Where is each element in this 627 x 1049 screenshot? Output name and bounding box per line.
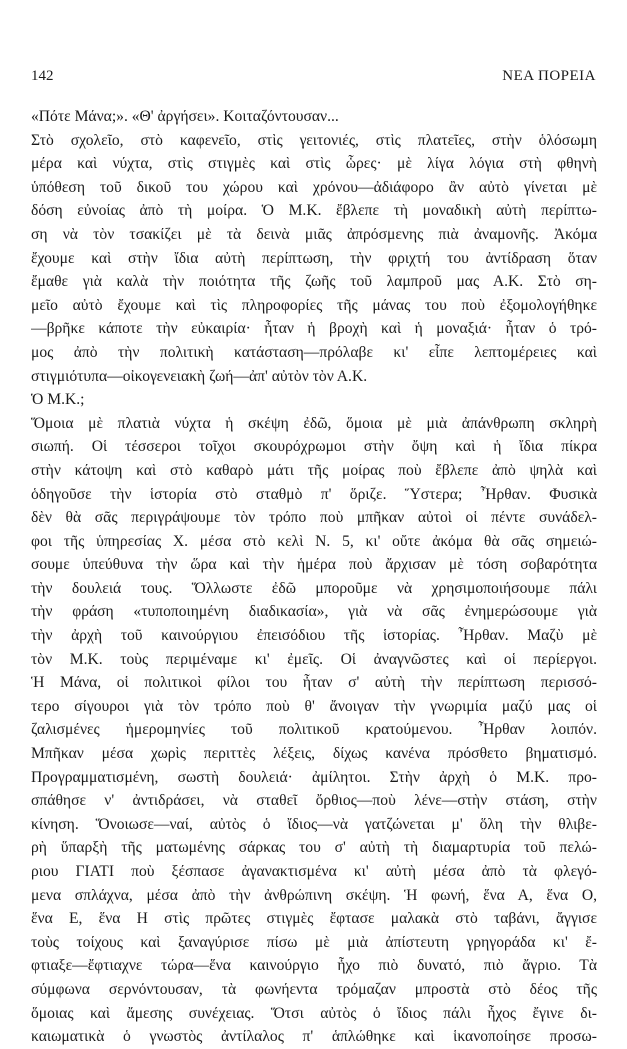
text-line: σουμε ὑπεύθυνα τὴν ὥρα καὶ τὴν ἡμέρα ποὺ ἄρχισαν μὲ τόση σοβαρότητα [31, 556, 597, 574]
text-line: σπάθησε ν' ἀντιδράσει, νὰ σταθεῖ ὄρθιος—ποὺ λένε—στὴν στάση, στὴν [31, 792, 597, 810]
text-line: μεῖο αὐτὸ ἔχουμε καὶ τὶς πληροφορίες τῆς μάνας του ποὺ ἐξομολογήθηκε [31, 296, 597, 314]
text-line: μενα σπλάχνα, μέσα ἀπὸ τὴν ἀνθρώπινη σκέψη. Ἡ φωνή, ἕνα Α, ἕνα Ο, [31, 886, 597, 904]
text-line: Στὸ σχολεῖο, στὸ καφενεῖο, στὶς γειτονιές, στὶς πλατεῖες, στὴν ὁλόσωμη [31, 131, 597, 149]
text-line: ἔχουμε καὶ στὴν ἴδια αὐτὴ περίπτωση, τὴν φριχτή του ἀντίδραση ὅταν [31, 249, 597, 267]
text-line: μέρα καὶ νύχτα, στὶς στιγμὲς καὶ στὶς ὧρες· μὲ λίγα λόγια στὴ φθηνὴ [31, 155, 597, 173]
text-line: σιωπή. Οἱ τέσσεροι τοῖχοι σκουρόχρωμοι στὴν ὄψη καὶ ἡ ἴδια πίκρα [31, 438, 597, 456]
text-line: κίνηση. Ὅνοιωσε—ναί, αὐτὸς ὁ ἴδιος—νὰ γατζώνεται μ' ὅλη τὴν θλιβε- [31, 815, 597, 833]
body-text [31, 105, 597, 1049]
text-line: μος ἀπὸ τὴν πολιτικὴ κατάσταση—πρόλαβε κι' εἶπε λεπτομέρειες καὶ [31, 343, 597, 361]
page-number: 142 [31, 68, 54, 84]
text-line: ρὴ ὕπαρξὴ τῆς ματωμένης σάρκας του σ' αὐτὴ τὴ διαμαρτυρία τοῦ πελώ- [31, 839, 597, 857]
text-line: ση νὰ τὸν τσακίζει μὲ τὰ δεινὰ μιᾶς ἀπρόσμενης πιὰ ἀναμονῆς. Ἀκόμα [31, 225, 597, 243]
text-line: φοι τῆς ὑπηρεσίας Χ. μέσα στὸ κελὶ Ν. 5, κι' οὔτε ἀκόμα θὰ σᾶς σημειώ- [31, 532, 597, 550]
running-head: ΝΕΑ ΠΟΡΕΙΑ [502, 68, 596, 84]
text-line: ὑπόθεση τοῦ δικοῦ του χώρου καὶ χρόνου—ἀδιάφορο ἂν αὐτὸ γίνεται μὲ [31, 178, 597, 196]
text-line: Προγραμματισμένη, σωστὴ δουλειά· ἀμίλητοι. Στὴν ἀρχὴ ὁ Μ.Κ. προ- [31, 768, 597, 786]
text-line: ἕνα Ε, ἕνα Η στὶς πρῶτες στιγμὲς ἔφτασε μαλακὰ στὸ ταβάνι, ἄγγισε [31, 910, 597, 928]
page-header [31, 68, 596, 92]
text-line: δόση εὐνοίας ἀπὸ τὴ μοίρα. Ὁ Μ.Κ. ἔβλεπε τὴ μοναδικὴ αὐτὴ περίπτω- [31, 202, 597, 220]
text-line: Μπῆκαν μέσα χωρὶς περιττὲς λέξεις, δίχως κανένα πρόσθετο βηματισμό. [31, 745, 597, 763]
text-line: ὅμοιας καὶ ἄμεσης συνέχειας. Ὅτσι αὐτὸς ὁ ἴδιος πάλι ἦχος ἔγινε δι- [31, 1004, 597, 1022]
text-line: Ἡ Μάνα, οἱ πολιτικοὶ φίλοι του ἦταν σ' αὐτὴ τὴν περίπτωση περισσό- [31, 674, 597, 692]
text-line: καιωματικὰ ὁ γνωστὸς ἀντίλαλος π' ἁπλώθηκε καὶ ἱκανοποίησε προσω- [31, 1028, 597, 1046]
text-line: τὴν ἀρχὴ τοῦ καινούργιου ἐπεισόδιου τῆς ἱστορίας. Ἦρθαν. Μαζὺ μὲ [31, 627, 597, 645]
text-line: σύμφωνα σερνόντουσαν, τὰ φωνήεντα τρόμαζαν μπροστὰ στὸ δέος τῆς [31, 980, 597, 998]
text-line: τοὺς τοίχους καὶ ξαναγύρισε πίσω μὲ μιὰ ἀπίστευτη γρηγοράδα κι' ἔ- [31, 933, 597, 951]
text-line: ἔμαθε γιὰ καλὰ τὴν ποιότητα τῆς ζωῆς τοῦ λαμπροῦ μας Α.Κ. Στὸ ση- [31, 273, 597, 291]
text-line: Ὁ Μ.Κ.; [31, 391, 85, 409]
text-line: δὲν θὰ σᾶς περιγράψουμε τὸν τρόπο ποὺ μπῆκαν αὐτοὶ οἱ πέντε συνάδελ- [31, 509, 597, 527]
text-line: —βρῆκε κάποτε τὴν εὐκαιρία· ἦταν ἡ βροχὴ καὶ ἡ μοναξιά· ἦταν ὁ τρό- [31, 320, 597, 338]
text-line: φτιαξε—ἔφτιαχνε τώρα—ἕνα καινούργιο ἦχο πιὸ δυνατό, πιὸ ἄγριο. Τὰ [31, 957, 597, 975]
text-line: στὴν κάτοψη καὶ στὸ καθαρὸ μάτι τῆς μοίρας ποὺ ἔβλεπε ἀπὸ ψηλὰ καὶ [31, 461, 597, 479]
text-line: ριου ΓΙΑΤΙ ποὺ ξέσπασε ἀγανακτισμένα κι' αὐτὴ μέσα ἀπὸ τὰ φλεγό- [31, 863, 597, 880]
text-line: ὁδηγοῦσε τὴν ἱστορία στὸ σταθμὸ π' ὅριζε. Ὕστερα; Ἦρθαν. Φυσικὰ [31, 485, 597, 503]
text-line: τὸν Μ.Κ. τοὺς περιμέναμε κι' ἐμεῖς. Οἱ ἀναγνῶστες καὶ οἱ περίεργοι. [31, 650, 597, 668]
text-line: «Πότε Μάνα;». «Θ' ἀργήσει». Κοιταζόντουσαν... [31, 108, 339, 125]
text-line: στιγμιότυπα—οἰκογενειακὴ ζωή—ἀπ' αὐτὸν τὸν Α.Κ. [31, 367, 368, 385]
text-line: ζαλισμένες ἡμερομηνίες τοῦ πολιτικοῦ κρατούμενου. Ἦρθαν λοιπόν. [31, 721, 597, 739]
text-line: τὴν φράση «τυποποιημένη διαδικασία», γιὰ νὰ σᾶς ἐνημερώσουμε γιὰ [31, 603, 597, 621]
text-line: τὴν δουλειά τους. Ὅλλωστε ἐδῶ μποροῦμε νὰ χρησιμοποιήσουμε πάλι [31, 579, 597, 597]
text-line: τερο σίγουροι γιὰ τὸν τρόπο ποὺ θ' ἄνοιγαν τὴν γνωριμία μαζύ μας οἱ [31, 697, 597, 715]
text-line: Ὅμοια μὲ πλατιὰ νύχτα ἡ σκέψη ἐδῶ, ὅμοια μὲ μιὰ ἀπάνθρωπη σκληρὴ [31, 414, 597, 432]
